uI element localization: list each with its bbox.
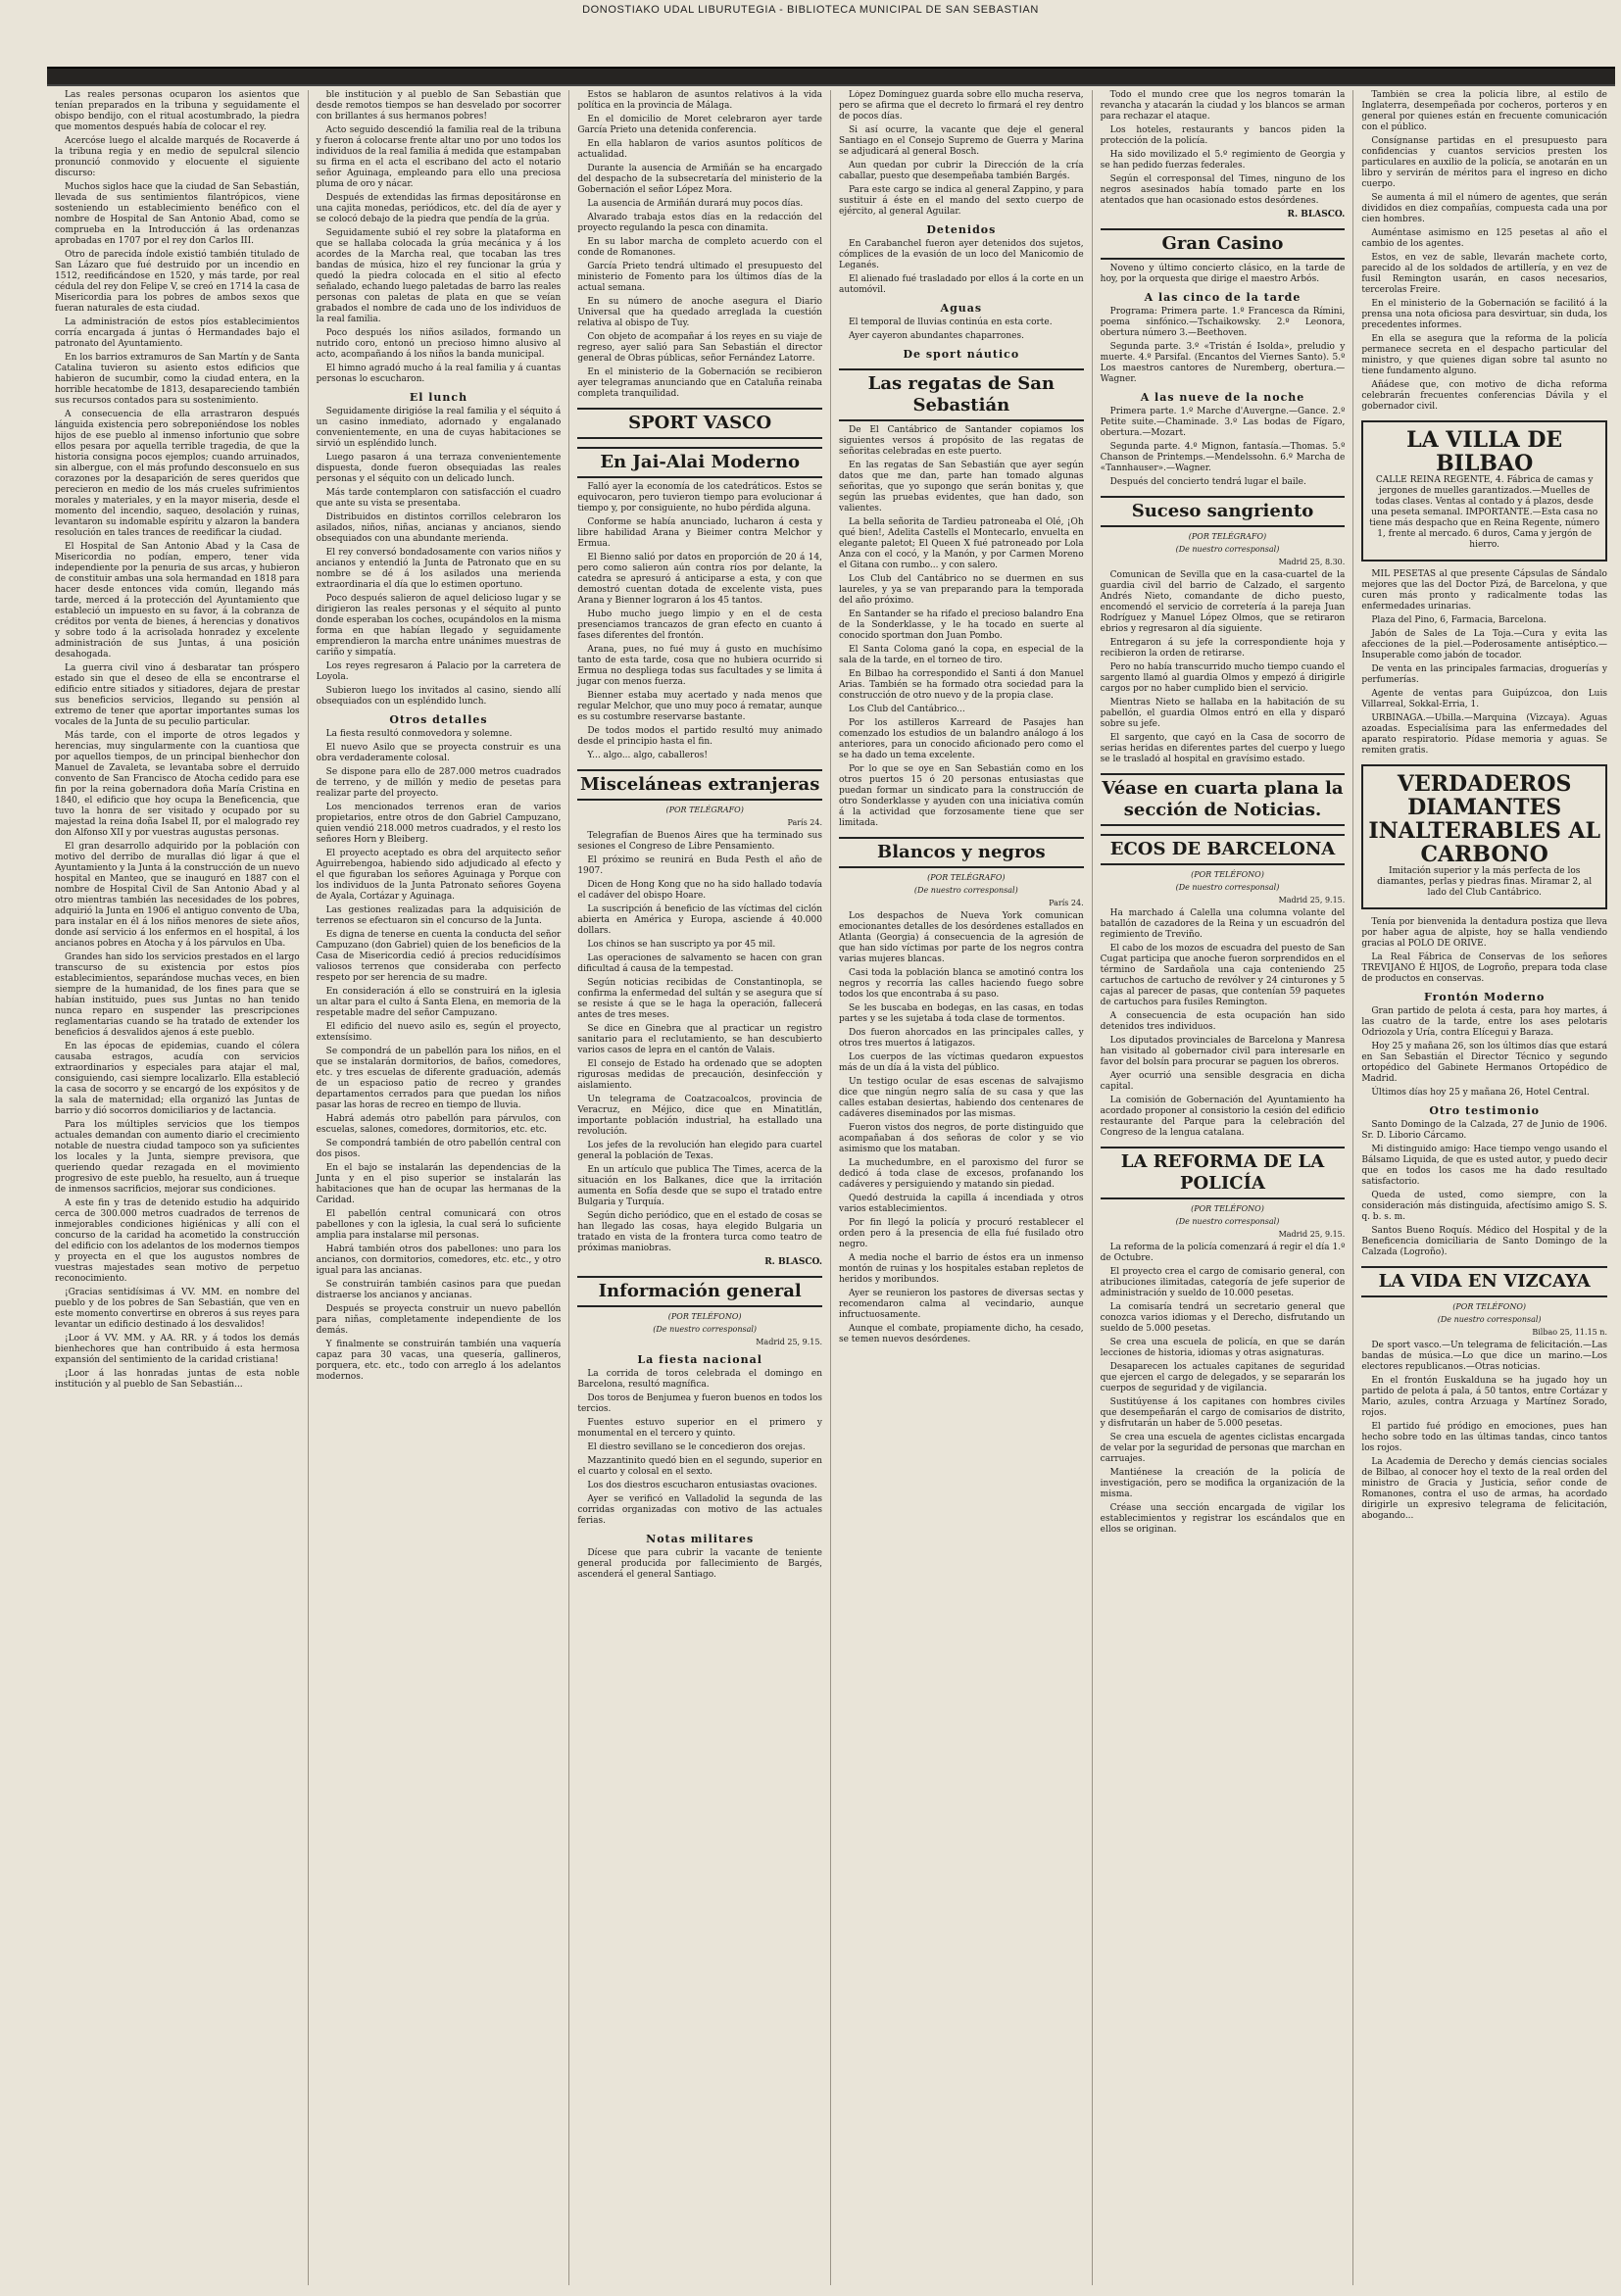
paragraph: Los hoteles, restaurants y bancos piden la protección de la policía.: [1100, 125, 1346, 146]
paragraph: Habrá además otro pabellón para párvulos, con escuelas, salones, comedores, dormitorios, etc. etc.: [316, 1114, 562, 1135]
paragraph: Por lo que se oye en San Sebastián como en los otros puertos 15 ó 20 personas entusiastas que puedan formar un sindicato para la construcción de otro Sonderklasse y ayuden con una iniciativa común á la actividad que forzosamente tiene que ser limitada.: [839, 764, 1084, 828]
paragraph: La muchedumbre, en el paroxismo del furor se dedicó á toda clase de excesos, profanando los cadáveres y persiguiendo y matando sin piedad.: [839, 1158, 1084, 1190]
paragraph: Tenía por bienvenida la dentadura postiza que lleva por haber agua de alpiste, hoy se halla vendiendo gracias al POLO DE ORIVE.: [1361, 917, 1607, 949]
byline: (De nuestro corresponsal): [913, 886, 1018, 895]
paragraph: Santos Bueno Roquís. Médico del Hospital y de la Beneficencia domiciliaria de Santo Domingo de la Calzada (Logroño).: [1361, 1226, 1607, 1257]
byline: (POR TELÉFONO): [1191, 870, 1264, 879]
paragraph: Plaza del Pino, 6, Farmacia, Barcelona.: [1371, 615, 1547, 625]
paragraph: Por los astilleros Karreard de Pasajes han comenzado los estudios de un balandro análogo á los anteriores, para un conocido aficionado pero como el se ha dado un tema excelente.: [839, 718, 1084, 760]
paragraph: Ayer ocurrió una sensible desgracia en dicha capital.: [1100, 1071, 1346, 1092]
paragraph: Los reyes regresaron á Palacio por la carretera de Loyola.: [316, 661, 562, 682]
paragraph: Se compondrá de un pabellón para los niños, en el que se instalarán dormitorios, de baños, comedores, etc. y tres escuelas de diferente graduación, además de un espacioso patio de recreo y grandes departamentos cerrados para que puedan los niños pasar las horas de recreo en tiempo de lluvia.: [316, 1047, 562, 1110]
paragraph: En ella hablaron de varios asuntos políticos de actualidad.: [577, 139, 822, 160]
paragraph: Comunican de Sevilla que en la casa-cuartel de la guardia civil del barrio de Calzado, el sargento Andrés Nieto, comandante de dicho puesto, encomendó el servicio de corretería á la pareja Juan Rodríguez y Manuel López Olmos, que se retiraron ebrios y regresaron al día siguiente.: [1100, 570, 1346, 634]
paragraph: Acto seguido descendió la familia real de la tribuna y fueron á colocarse frente altar uno por uno todos los individuos de la real familia á medida que estampaban su firma en el acta el escribano del acto el notario señor Aguinaga, empleando para ello una preciosa pluma de oro y nácar.: [316, 125, 562, 189]
paragraph: Casi toda la población blanca se amotinó contra los negros y recorría las calles haciendo fuego sobre todos los que encontraba á su paso.: [839, 968, 1084, 1000]
paragraph: El gran desarrollo adquirido por la población con motivo del derribo de murallas dió ligar á que el Ayuntamiento y la Junta á la construcción de un nuevo hospital en Manteo, que se inauguró en 1887 con el nombre de Hospital Civil de San Antonio Abad y al otro mientras también las necesidades de los pobres, adquirió la Junta en 1906 el antiguo convento de Uba, para instalar en él á los niños menores de siete años, donde así servicio á los enfermos en el hospital, á los ancianos pobres en Atocha y á los párvulos en Uba.: [55, 842, 300, 949]
dateline: Bilbao 25, 11.15 n.: [1532, 1328, 1607, 1337]
paragraph: La fiesta resultó conmovedora y solemne.: [325, 729, 513, 739]
paragraph: En Bilbao ha correspondido el Santi á don Manuel Arias. También se ha formado otra sociedad para la construcción de otro nuevo y de la propia clase.: [839, 669, 1084, 701]
byline: (POR TELÉFONO): [1452, 1302, 1527, 1311]
paragraph: Y finalmente se construirán también una vaquería capaz para 30 vacas, una quesería, gallineros, porquera, etc. etc., todo con arreglo á los adelantos modernos.: [316, 1340, 562, 1382]
paragraph: Conforme se había anunciado, lucharon á cesta y libre habilidad Arana y Bieimer contra Melchor y Ermua.: [577, 517, 822, 549]
paragraph: La reforma de la policía comenzará á regir el día 1.º de Octubre.: [1100, 1243, 1346, 1263]
paragraph: De sport vasco.—Un telegrama de felicitación.—Las bandas de música.—Lo que dice un marino.—Los electores republicanos.—Otras noticias.: [1361, 1341, 1607, 1372]
masthead-rule: [47, 67, 1615, 86]
paragraph: También se crea la policía libre, al estilo de Inglaterra, desempeñada por cocheros, porteros y en general por quienes están en frecuente comunicación con el público.: [1361, 90, 1607, 132]
advertisement-text: CALLE REINA REGENTE, 4. Fábrica de camas y jergones de muelles garantizados.—Muelles de todas clases. Ventas al contado y á plazos, desde una peseta semanal. IMPORTANTE.—Esta casa no tiene más despacho que en Reina Regente, número 1, frente al mercado. 6 duros, Cama y jergón de hierro.: [1369, 475, 1599, 550]
subheading: De sport náutico: [903, 348, 1020, 361]
paragraph: Si así ocurre, la vacante que deje el general Santiago en el Consejo Supremo de Guerra y Marina se adjudicará al general Bosch.: [839, 125, 1084, 157]
paragraph: Dos toros de Benjumea y fueron buenos en todos los tercios.: [577, 1393, 822, 1414]
paragraph: Ayer cayeron abundantes chaparrones.: [849, 331, 1024, 341]
paragraph: En su labor marcha de completo acuerdo con el conde de Romanones.: [577, 237, 822, 258]
paragraph: En las regatas de San Sebastián que ayer según datos que me dan, parte han tomado algunas señoritas, que yo supongo que serán bonitas y, que según las pruebas evidentes, que han dado, son valientes.: [839, 461, 1084, 513]
paragraph: A media noche el barrio de éstos era un inmenso montón de ruinas y los hospitales estaban repletos de heridos y moribundos.: [839, 1253, 1084, 1285]
paragraph: López Domínguez guarda sobre ello mucha reserva, pero se afirma que el decreto lo firmará el rey dentro de pocos días.: [839, 90, 1084, 122]
column-2: [309, 90, 570, 2285]
paragraph: A consecuencia de esta ocupación han sido detenidos tres individuos.: [1100, 1011, 1346, 1032]
paragraph: El Hospital de San Antonio Abad y la Casa de Misericordia no podían, empero, tener vida independiente por la penuria de sus arcas, y hubieron de constituir ambas una sola hermandad en 1818 para hacer desde entonces vida común, llegando más tarde, merced á la protección del Ayuntamiento que estableció un impuesto en su favor, á la cobranza de créditos por venta de bienes, á herencias y donativos y sobre todo á la acrisolada honradez y excelente administración de sus Juntas, á una posición desahogada.: [55, 542, 300, 659]
paragraph: El partido fué pródigo en emociones, pues han hecho sobre todo en las últimas tandas, cinco tantos los rojos.: [1361, 1422, 1607, 1453]
paragraph: Aun quedan por cubrir la Dirección de la cría caballar, puesto que desempeñaba también Bargés.: [839, 161, 1084, 181]
paragraph: Ayer se reunieron los pastores de diversas sectas y recomendaron calma al vecindario, aunque infructuosamente.: [839, 1289, 1084, 1320]
byline: (De nuestro corresponsal): [1175, 883, 1280, 892]
paragraph: La administración de estos píos establecimientos corría encargada á juntas ó Hermandades bajo el patronato del Ayuntamiento.: [55, 318, 300, 349]
paragraph: A consecuencia de ella arrastraron después lánguida existencia pero sobreponiéndose los nobles hijos de ese pueblo al inmenso infortunio que sobre ellos pesara por aquella terrible tragedia, de que la historia consigna pocos ejemplos; cuando arruinados, sin albergue, con el más profundo desconsuelo en sus corazones por la desaparición de seres queridos que perecieron en medio de los más crueles sufrimientos morales y materiales, y en la mayor miseria, desde el momento del incendio, saqueo, desolación y ruinas, levantaron su indomable espíritu y alzaron la bandera resolución en tales trances de reedificar la ciudad.: [55, 410, 300, 538]
paragraph: En el bajo se instalarán las dependencias de la Junta y en el piso superior se instalarán las habitaciones que han de ocupar las hermanas de la Caridad.: [316, 1163, 562, 1205]
paragraph: Luego pasaron á una terraza convenientemente dispuesta, donde fueron obsequiadas las reales personas y el séquito con un delicado lunch.: [316, 453, 562, 484]
paragraph: Créase una sección encargada de vigilar los establecimientos y registrar los escándalos que en ellos se originan.: [1100, 1503, 1346, 1535]
paragraph: Santo Domingo de la Calzada, 27 de Junio de 1906. Sr. D. Liborio Cárcamo.: [1361, 1120, 1607, 1141]
paragraph: De venta en las principales farmacias, droguerías y perfumerías.: [1361, 664, 1607, 685]
paragraph: Entregaron á su jefe la correspondiente hoja y recibieron la orden de retirarse.: [1100, 638, 1346, 659]
paragraph: Agente de ventas para Guipúzcoa, don Luis Villarreal, Sokkal-Erria, 1.: [1361, 689, 1607, 709]
subheading: Detenidos: [926, 223, 997, 236]
section-headline: Misceláneas extranjeras: [577, 769, 822, 801]
paragraph: Hubo mucho juego limpio y en el de cesta presenciamos trancazos de gran efecto en cuanto á fases diferentes del frontón.: [577, 610, 822, 641]
paragraph: Seguidamente dirigióse la real familia y el séquito á un casino inmediato, adornado y engalanado convenientemente, en una de cuyas habitaciones se sirvió un espléndido lunch.: [316, 407, 562, 449]
paragraph: La corrida de toros celebrada el domingo en Barcelona, resultó magnífica.: [577, 1369, 822, 1390]
paragraph: Los jefes de la revolución han elegido para cuartel general la población de Texas.: [577, 1141, 822, 1161]
paragraph: Se crea una escuela de policía, en que se darán lecciones de historia, idiomas y otras asignaturas.: [1100, 1338, 1346, 1358]
paragraph: La comisión de Gobernación del Ayuntamiento ha acordado proponer al consistorio la cesión del edificio restaurante del Parque para la celebración del Congreso de la lengua catalana.: [1100, 1096, 1346, 1138]
section-headline: Blancos y negros: [839, 837, 1084, 868]
paragraph: Después de extendidas las firmas depositáronse en una cajita monedas, periódicos, etc. del día de ayer y se colocó debajo de la piedra que pendía de la grúa.: [316, 193, 562, 224]
paragraph: ¡Loor á VV. MM. y AA. RR. y á todos los demás bienhechores que han contribuido á esta hermosa expansión del sentimiento de la caridad cristiana!: [55, 1334, 300, 1365]
paragraph: Programa: Primera parte. 1.º Francesca da Rímini, poema sinfónico.—Tschaikowsky. 2.º Leonora, obertura número 3.—Beethoven.: [1100, 307, 1346, 338]
section-headline: Gran Casino: [1101, 228, 1346, 260]
paragraph: Según dicho periódico, que en el estado de cosas se han llegado las cosas, haya elegido Bulgaria un tratado en vista de la frontera turca como teatro de próximas maniobras.: [577, 1211, 822, 1253]
paragraph: La Academia de Derecho y demás ciencias sociales de Bilbao, al conocer hoy el texto de la real orden del ministro de Gracia y Justicia, señor conde de Romanones, contra el uso de armas, ha acordado dirigirle un expresivo telegrama de felicitación, abogando...: [1361, 1457, 1607, 1521]
paragraph: Mientras Nieto se hallaba en la habitación de su pabellón, el guardia Olmos entró en ella y disparó sobre su jefe.: [1100, 698, 1346, 729]
paragraph: Se dispone para ello de 287.000 metros cuadrados de terreno, y de millón y medio de pesetas para realizar parte del proyecto.: [316, 767, 562, 799]
column-3: [569, 90, 831, 2285]
section-headline: Las regatas de San Sebastián: [839, 368, 1084, 421]
paragraph: Últimos días hoy 25 y mañana 26, Hotel Central.: [1371, 1088, 1590, 1098]
paragraph: Muchos siglos hace que la ciudad de San Sebastián, llevada de sus sentimientos filantrópicos, viene sosteniendo un establecimiento benéfico con el nombre de Hospital de San Antonio Abad, como se comprueba en la Introducción á las ordenanzas aprobadas en 1707 por el rey don Carlos III.: [55, 182, 300, 246]
paragraph: Las operaciones de salvamento se hacen con gran dificultad á causa de la tempestad.: [577, 953, 822, 974]
paragraph: La bella señorita de Tardieu patroneaba el Olé, ¡Oh qué bien!, Adelita Castells el Montecarlo, envuelta en elegante paletot; El Queen X fué patroneado por Lola Anza con el cocó, y la Manón, y por Carmen Moreno el Gitana con rumbo... y con salero.: [839, 517, 1084, 570]
paragraph: Auméntase asimismo en 125 pesetas al año el cambio de los agentes.: [1361, 228, 1607, 249]
paragraph: Se construirán también casinos para que puedan distraerse los ancianos y ancianas.: [316, 1280, 562, 1300]
subheading: A las cinco de la tarde: [1144, 291, 1302, 304]
paragraph: Más tarde contemplaron con satisfacción el cuadro que ante su vista se presentaba.: [316, 488, 562, 509]
paragraph: Mantiénese la creación de la policía de investigación, pero se modifica la organización de la misma.: [1100, 1468, 1346, 1499]
paragraph: Telegrafían de Buenos Aires que ha terminado sus sesiones el Congreso de Libre Pensamiento.: [577, 831, 822, 852]
paragraph: Mi distinguido amigo: Hace tiempo vengo usando el Bálsamo Liquida, de que es usted autor, y puedo decir que en todos los casos me ha dado resultado satisfactorio.: [1361, 1145, 1607, 1187]
paragraph: El alienado fué trasladado por ellos á la corte en un automóvil.: [839, 274, 1084, 295]
paragraph: Sustitúyense á los capitanes con hombres civiles que desempeñarán el cargo de comisarios de distrito, y disfrutarán un haber de 5.000 pesetas.: [1100, 1397, 1346, 1429]
section-headline: LA VIDA EN VIZCAYA: [1361, 1266, 1607, 1297]
paragraph: Añádese que, con motivo de dicha reforma celebrarán frecuentes conferencias Dávila y el gobernador civil.: [1361, 380, 1607, 412]
paragraph: Otro de parecida índole existió también titulado de San Lázaro que fué destruido por un incendio en 1512, reedificándose en 1520, y más tarde, por real cédula del rey don Felipe V, se creó en 1714 la casa de Misericordia para los pobres de ambos sexos que fueran naturales de esta ciudad.: [55, 250, 300, 314]
section-headline: En Jai-Alai Moderno: [577, 447, 822, 478]
paragraph: La suscripción á beneficio de las víctimas del ciclón abierta en América y Europa, asciende á 40.000 dollars.: [577, 904, 822, 936]
signature: R. BLASCO.: [1287, 210, 1346, 220]
dateline: Madrid 25, 9.15.: [1278, 1230, 1346, 1239]
paragraph: Durante la ausencia de Armiñán se ha encargado del despacho de la subsecretaría del ministerio de la Gobernación el señor López Mora.: [577, 164, 822, 195]
paragraph: Los Club del Cantábrico no se duermen en sus laureles, y ya se van preparando para la temporada del año próximo.: [839, 574, 1084, 606]
paragraph: Estos, en vez de sable, llevarán machete corto, parecido al de los soldados de artillería, y en vez de fusil Remington usarán, en casos necesarios, tercerolas Freire.: [1361, 253, 1607, 295]
paragraph: El nuevo Asilo que se proyecta construir es una obra verdaderamente colosal.: [316, 743, 562, 763]
paragraph: Ha marchado á Calella una columna volante del batallón de cazadores de la Reina y un escuadrón del regimiento de Treviño.: [1100, 908, 1346, 940]
paragraph: Aunque el combate, propiamente dicho, ha cesado, se temen nuevos desórdenes.: [839, 1324, 1084, 1344]
paragraph: En consideración á ello se construirá en la iglesia un altar para el culto á Santa Elena, en memoria de la respetable madre del señor Campuzano.: [316, 987, 562, 1018]
advertisement: [1361, 764, 1607, 909]
advertisement-title: LA VILLA DE BILBAO: [1406, 427, 1563, 476]
paragraph: El cabo de los mozos de escuadra del puesto de San Cugat participa que anoche fueron sorprendidos en el término de Sardañola una caja conteniendo 25 cartuchos de cartucho de revólver y 24 cinturones y 5 cajas al parecer de pasas, que contenían 59 paquetes de cartuchos para fusiles Remington.: [1100, 944, 1346, 1007]
paragraph: En el ministerio de la Gobernación se facilitó á la prensa una nota oficiosa para desvirtuar, sin duda, los precedentes informes.: [1361, 299, 1607, 330]
paragraph: A este fin y tras de detenido estudio ha adquirido cerca de 300.000 metros cuadrados de terrenos de inmejorables condiciones higiénicas y allí con el concurso de la caridad ha acometido la construcción del edificio con los adelantos de los modernos tiempos y proyecta en el que los augustos nombres de vuestras majestades sean motivo de perpetuo reconocimiento.: [55, 1198, 300, 1284]
paragraph: En el frontón Euskalduna se ha jugado hoy un partido de pelota á pala, á 50 tantos, entre Cortázar y Mario, azules, contra Arzuaga y Martínez Sorado, rojos.: [1361, 1376, 1607, 1418]
byline: (De nuestro corresponsal): [653, 1325, 758, 1334]
paragraph: URBINAGA.—Ubilla.—Marquina (Vizcaya). Aguas azoadas. Especialísima para las enfermedades del aparato respiratorio. Pídase memoria y aguas. Se remiten gratis.: [1361, 713, 1607, 756]
paragraph: El proyecto crea el cargo de comisario general, con atribuciones ilimitadas, categoría de jefe superior de administración y sueldo de 10.000 pesetas.: [1100, 1267, 1346, 1298]
paragraph: Se crea una escuela de agentes ciclistas encargada de velar por la seguridad de personas que marchan en carruajes.: [1100, 1433, 1346, 1464]
signature: R. BLASCO.: [764, 1257, 822, 1267]
paragraph: Los Club del Cantábrico...: [849, 705, 965, 714]
byline: (POR TELÉGRAFO): [1188, 532, 1267, 541]
paragraph: En las épocas de epidemias, cuando el cólera causaba estragos, acudía con servicios extraordinarios y especiales para atajar el mal, consiguiendo, casi siempre localizarlo. Ella estableció la casa de socorro y se encargó de los expósitos y de la sala de maternidad; ella organizó las Juntas de barrio y dió socorros domiciliarios y de lactancia.: [55, 1042, 300, 1116]
paragraph: Los cuerpos de las víctimas quedaron expuestos más de un día á la vista del público.: [839, 1052, 1084, 1073]
byline: (De nuestro corresponsal): [1175, 545, 1280, 554]
paragraph: Con objeto de acompañar á los reyes en su viaje de regreso, ayer salió para San Sebastián el director general de Obras públicas, señor Fernández Latorre.: [577, 332, 822, 364]
paragraph: MIL PESETAS al que presente Cápsulas de Sándalo mejores que las del Doctor Pizá, de Barcelona, y que curen más pronto y radicalmente todas las enfermedades urinarias.: [1361, 569, 1607, 611]
paragraph: ¡Gracias sentidísimas á VV. MM. en nombre del pueblo y de los pobres de San Sebastián, que ven en este momento convertirse en obreros á sus reyes para levantar un edificio destinado á los desvalidos!: [55, 1288, 300, 1330]
paragraph: Subieron luego los invitados al casino, siendo allí obsequiados con un espléndido lunch.: [316, 686, 562, 707]
paragraph: En un artículo que publica The Times, acerca de la situación en los Balkanes, dice que la irritación aumenta en Sofía desde que se supo el tratado entre Bulgaria y Turquía.: [577, 1165, 822, 1207]
byline: (POR TELÉGRAFO): [927, 873, 1006, 882]
paragraph: Después del concierto tendrá lugar el baile.: [1109, 477, 1306, 487]
subheading: Notas militares: [646, 1533, 755, 1545]
paragraph: Desaparecen los actuales capitanes de seguridad que ejercen el cargo de delegados, y se separarán los cuerpos de seguridad y de vigilancia.: [1100, 1362, 1346, 1393]
paragraph: Ayer se verificó en Valladolid la segunda de las corridas organizadas con motivo de las actuales ferias.: [577, 1494, 822, 1526]
advertisement-title: VERDADEROS DIAMANTES INALTERABLES AL CARBONO: [1368, 771, 1600, 867]
section-headline: Información general: [577, 1276, 822, 1307]
subheading: Frontón Moderno: [1423, 991, 1546, 1003]
paragraph: Los dos diestros escucharon entusiastas ovaciones.: [587, 1481, 817, 1490]
paragraph: El himno agradó mucho á la real familia y á cuantas personas lo escucharon.: [316, 364, 562, 384]
paragraph: Bienner estaba muy acertado y nada menos que regular Melchor, que uno muy poco á rematar, aunque es su costumbre reservarse bastante.: [577, 691, 822, 722]
paragraph: Según noticias recibidas de Constantinopla, se confirma la enfermedad del sultán y se asegura que sí se resiste á que se le haga la operación, fallecerá antes de tres meses.: [577, 978, 822, 1020]
byline: (POR TELÉFONO): [667, 1312, 742, 1321]
paragraph: De todos modos el partido resultó muy animado desde el principio hasta el fin.: [577, 726, 822, 747]
paragraph: En el domicilio de Moret celebraron ayer tarde García Prieto una detenida conferencia.: [577, 115, 822, 135]
paragraph: Todo el mundo cree que los negros tomarán la revancha y atacarán la ciudad y los blancos se arman para rechazar el ataque.: [1100, 90, 1346, 122]
paragraph: Segunda parte. 3.º «Tristán é Isolda», preludio y muerte. 4.º Parsifal. (Encantos del Viernes Santo). 5.º Los maestros cantores de Nuremberg, obertura.—Wagner.: [1100, 342, 1346, 384]
subheading: El lunch: [409, 391, 468, 404]
paragraph: Más tarde, con el importe de otros legados y herencias, muy singularmente con la cuantiosa que por aquellos tiempos, de un principal bienhechor don Manuel de Zavaleta, se levantaba sobre el derruido convento de San Francisco de Atocha cedido para ese fin por la reina gobernadora doña María Cristina en 1840, el edificio que hoy ocupa la Beneficencia, que tuvo la honra de ser visitado y ocupado por su majestad la reina doña Isabel II, por el malogrado rey don Alfonso XII y por vuestras augustas personas.: [55, 731, 300, 838]
paragraph: Fuentes estuvo superior en el primero y monumental en el tercero y quinto.: [577, 1418, 822, 1439]
column-6: [1353, 90, 1615, 2285]
paragraph: ble institución y al pueblo de San Sebastián que desde remotos tiempos se han desvelado por socorrer con brillantes á sus hermanos pobres!: [316, 90, 562, 122]
paragraph: Para este cargo se indica al general Zappino, y para sustituir á éste en el mando del sexto cuerpo de ejército, al general Aguilar.: [839, 185, 1084, 217]
paragraph: En el ministerio de la Gobernación se recibieron ayer telegramas anunciando que en Cataluña reinaba completa tranquilidad.: [577, 367, 822, 399]
paragraph: Hoy 25 y mañana 26, son los últimos días que estará en San Sebastián el Director Técnico y segundo ortopédico del Gabinete Hermanos Ortopédico de Madrid.: [1361, 1042, 1607, 1084]
subheading: Otros detalles: [389, 713, 488, 726]
paragraph: Se aumenta á mil el número de agentes, que serán divididos en diez compañías, compuesta cada una por cien hombres.: [1361, 193, 1607, 224]
paragraph: En Carabanchel fueron ayer detenidos dos sujetos, cómplices de la evasión de un loco del Manicomio de Leganés.: [839, 239, 1084, 270]
subheading: A las nueve de la noche: [1140, 391, 1305, 404]
paragraph: Un testigo ocular de esas escenas de salvajismo dice que ningún negro salía de su casa y que las calles estaban desiertas, habiendo dos centenares de cadáveres diseminados por las mismas.: [839, 1077, 1084, 1119]
paragraph: Se compondrá también de otro pabellón central con dos pisos.: [316, 1139, 562, 1159]
paragraph: Consígnanse partidas en el presupuesto para confidencias y cuantos servicios presten los particulares en auxilio de la policía, se anotarán en un libro y servirán de méritos para el ingreso en dicho cuerpo.: [1361, 136, 1607, 189]
paragraph: Queda de usted, como siempre, con la consideración más distinguida, afectísimo amigo S. S. q. b. s. m.: [1361, 1191, 1607, 1222]
paragraph: El Santa Coloma ganó la copa, en especial de la sala de la tarde, en el torneo de tiro.: [839, 645, 1084, 665]
section-headline: LA REFORMA DE LA POLICÍA: [1101, 1147, 1346, 1199]
paragraph: Se dice en Ginebra que al practicar un registro sanitario para el reclutamiento, se han descubierto varios casos de lepra en el cantón de Valais.: [577, 1024, 822, 1055]
dateline: París 24.: [1049, 899, 1084, 907]
paragraph: Distribuidos en distintos corrillos celebraron los asilados, niños, niñas, ancianas y ancianos, siendo obsequiados con una abundante merienda.: [316, 513, 562, 544]
paragraph: Y... algo... algo, caballeros!: [587, 751, 708, 760]
paragraph: Fueron vistos dos negros, de porte distinguido que acompañaban á dos señoras de color y se vio asimismo que los mataban.: [839, 1123, 1084, 1154]
paragraph: El rey conversó bondadosamente con varios niños y ancianos y entendió la Junta de Patronato que en su nombre se dé á los asilados una merienda extraordinaria el día que lo estimen oportuno.: [316, 548, 562, 590]
paragraph: Un telegrama de Coatzacoalcos, provincia de Veracruz, en Méjico, dice que en Minatitlán, importante población industrial, ha estallado una revolución.: [577, 1095, 822, 1137]
paragraph: Dos fueron ahorcados en las principales calles, y otros tres muertos á latigazos.: [839, 1028, 1084, 1049]
paragraph: En ella se asegura que la reforma de la policía permanece secreta en el despacho particular del ministro, y que quienes digan sobre tal asunto no tiene fundamento alguno.: [1361, 334, 1607, 376]
section-headline: ECOS DE BARCELONA: [1101, 834, 1346, 865]
paragraph: Seguidamente subió el rey sobre la plataforma en que se hallaba colocada la grúa mecánica y á los acordes de la Marcha real, que tocaban las tres bandas de música, hizo el rey funcionar la grúa y quedó la piedra colocada en el sitio al efecto señalado, echando luego paletadas de barro las reales personas con paletas de plata en que se veían grabados el nombre de cada uno de los individuos de la real familia.: [316, 228, 562, 324]
paragraph: El proyecto aceptado es obra del arquitecto señor Aguirrebengoa, habiendo sido adjudicado al efecto y el que figuraban los señores Aguinaga y Porque con los individuos de la Junta Patronato señores Goyena de Ayala, Cortázar y Aguinaga.: [316, 849, 562, 902]
paragraph: Los chinos se han suscripto ya por 45 mil.: [587, 940, 776, 950]
column-1: [47, 90, 309, 2285]
column-4: [831, 90, 1093, 2285]
paragraph: Para los múltiples servicios que los tiempos actuales demandan con aumento diario el crecimiento notable de nuestra ciudad tampoco son ya suficientes los locales y la Junta, siempre previsora, que queriendo quedar rezagada en el movimiento progresivo de este pueblo, ha resuelto, aun á trueque de inmensos sacrificios, mejorar sus condiciones.: [55, 1120, 300, 1195]
section-headline: Véase en cuarta plana la sección de Noticias.: [1101, 773, 1346, 826]
paragraph: La guerra civil vino á desbaratar tan próspero estado sin que el deseo de ella se encontrarse el edificio entre sitiados y sitiadores, dejara de prestar sus beneficios servicios, llegando su pensión al extremo de tener que aportar importantes sumas los vocales de la Junta de su peculio particular.: [55, 663, 300, 727]
paragraph: Dicen de Hong Kong que no ha sido hallado todavía el cadáver del obispo Hoare.: [577, 880, 822, 901]
paragraph: En los barrios extramuros de San Martín y de Santa Catalina tuvieron su asiento estos edificios que habieron de sucumbir, como la ciudad entera, en la horrible hecatombe de 1813, desapareciendo también sus recursos contados para su sostenimiento.: [55, 353, 300, 406]
paragraph: El pabellón central comunicará con otros pabellones y con la iglesia, la cual será lo suficiente amplia para instalarse mil personas.: [316, 1209, 562, 1241]
advertisement: [1361, 420, 1607, 562]
paragraph: El temporal de lluvias continúa en esta corte.: [849, 318, 1053, 327]
paragraph: El Bienno salió por datos en proporción de 20 á 14, pero como salieron aún contra ríos por delante, la catedra se apresuró á anticiparse a esta, y con que demostró cuentan dotada de excelente vista, pues Arana y Bienner lograron á los 45 tantos.: [577, 553, 822, 606]
paragraph: Quedó destruida la capilla á incendiada y otros varios establecimientos.: [839, 1194, 1084, 1214]
paragraph: Poco después salieron de aquel delicioso lugar y se dirigieron las reales personas y el séquito al punto donde esperaban los coches, ocupándolos en la misma forma en que habían llegado y seguidamente emprendieron la marcha entre unánimes muestras de cariño y simpatía.: [316, 594, 562, 658]
paragraph: García Prieto tendrá ultimado el presupuesto del ministerio de Fomento para los últimos días de la actual semana.: [577, 262, 822, 293]
paragraph: La comisaría tendrá un secretario general que conozca varios idiomas y el Derecho, disfrutando un sueldo de 5.000 pesetas.: [1100, 1302, 1346, 1334]
paragraph: Jabón de Sales de La Toja.—Cura y evita las afecciones de la piel.—Poderosamente antiséptico.—Insuperable como jabón de tocador.: [1361, 629, 1607, 660]
paragraph: De El Cantábrico de Santander copiamos los siguientes versos á propósito de las regatas de señoritas celebradas en este puerto.: [839, 425, 1084, 457]
dateline: Madrid 25, 9.15.: [756, 1338, 822, 1346]
paragraph: En Santander se ha rifado el precioso balandro Ena de la Sonderklasse, y le ha tocado en suerte al conocido sportman don Juan Pombo.: [839, 610, 1084, 641]
paragraph: Dícese que para cubrir la vacante de teniente general producida por fallecimiento de Bargés, ascenderá el general Santiago.: [577, 1548, 822, 1580]
paragraph: Noveno y último concierto clásico, en la tarde de hoy, por la orquesta que dirige el maestro Arbós.: [1100, 264, 1346, 284]
advertisement-text: Imitación superior y la más perfecta de los diamantes, perlas y piedras finas. Miramar 2, al lado del Club Cantábrico.: [1377, 866, 1593, 898]
paragraph: El próximo se reunirá en Buda Pesth el año de 1907.: [577, 855, 822, 876]
paragraph: Los despachos de Nueva York comunican emocionantes detalles de los desórdenes estallados en Atlanta (Georgia) á consecuencia de la agresión de que han sido víctimas por parte de los negros contra varias mujeres blancas.: [839, 911, 1084, 964]
paragraph: Las gestiones realizadas para la adquisición de terrenos se efectuaron sin el concurso de la Junta.: [316, 905, 562, 926]
paragraph: Mazzantinito quedó bien en el segundo, superior en el cuarto y colosal en el sexto.: [577, 1456, 822, 1477]
paragraph: Según el corresponsal del Times, ninguno de los negros asesinados había tomado parte en los atentados que han ocasionado estos desórdenes.: [1100, 174, 1346, 206]
paragraph: La ausencia de Armiñán durará muy pocos días.: [587, 199, 804, 209]
byline: (De nuestro corresponsal): [1437, 1315, 1542, 1324]
paragraph: Falló ayer la economía de los catedráticos. Estos se equivocaron, pero tuvieron tiempo para evolucionar á tiempo y, por consiguiente, no hubo pérdida alguna.: [577, 482, 822, 513]
paragraph: Las reales personas ocuparon los asientos que tenían preparados en la tribuna y seguidamente el obispo bendijo, con el ritual acostumbrado, la piedra que momentos después había de colocar el rey.: [55, 90, 300, 132]
paragraph: La Real Fábrica de Conservas de los señores TREVIJANO É HIJOS, de Logroño, prepara toda clase de productos en conservas.: [1361, 953, 1607, 984]
paragraph: Estos se hablaron de asuntos relativos á la vida política en la provincia de Málaga.: [577, 90, 822, 111]
paragraph: En su número de anoche asegura el Diario Universal que ha quedado arreglada la cuestión relativa al obispo de Tuy.: [577, 297, 822, 328]
subheading: La fiesta nacional: [637, 1353, 762, 1366]
paragraph: Después se proyecta construir un nuevo pabellón para niñas, completamente independiente de los demás.: [316, 1304, 562, 1336]
paragraph: El edificio del nuevo asilo es, según el proyecto, extensísimo.: [316, 1022, 562, 1043]
byline: (De nuestro corresponsal): [1175, 1217, 1280, 1226]
paragraph: Acercóse luego el alcalde marqués de Rocaverde á la tribuna regia y en medio de sepulcral silencio pronunció conmovido y elocuente el siguiente discurso:: [55, 136, 300, 178]
paragraph: Arana, pues, no fué muy á gusto en muchísimo tanto de esta tarde, cosa que no hubiera ocurrido si Ermua no despliega todas sus facultades y se limita á jugar con menos fuerza.: [577, 645, 822, 687]
paragraph: Alvarado trabaja estos días en la redacción del proyecto regulando la pesca con dinamita.: [577, 213, 822, 233]
newspaper-columns: [47, 90, 1615, 2285]
paragraph: Pero no había transcurrido mucho tiempo cuando el sargento llamó al guardia Olmos y empezó á dirigirle cargos por no haber cumplido bien el servicio.: [1100, 662, 1346, 694]
paragraph: Se les buscaba en bodegas, en las casas, en todas partes y se les sujetaba á toda clase de tormentos.: [839, 1003, 1084, 1024]
paragraph: Los mencionados terrenos eran de varios propietarios, entre otros de don Gabriel Campuzano, quien vendió 218.000 metros cuadrados, y el resto los señores Horn y Bleiberg.: [316, 803, 562, 845]
paragraph: Gran partido de pelota á cesta, para hoy martes, á las cuatro de la tarde, entre los ases pelotaris Odriozola y Uría, contra Elícegui y Baraza.: [1361, 1006, 1607, 1038]
paragraph: Grandes han sido los servicios prestados en el largo transcurso de su existencia por estos píos establecimientos, separándose muchas veces, en bien siempre de la humanidad, de los fines para que se habían instituido, pues sus Juntas no han tenido nunca reparo en suspender las prescripciones reglamentarias cuando se ha tratado de extender los beneficios á desvalidos ajenos á este pueblo.: [55, 953, 300, 1038]
paragraph: El consejo de Estado ha ordenado que se adopten rigurosas medidas de precaución, desinfección y aislamiento.: [577, 1059, 822, 1091]
dateline: París 24.: [787, 818, 822, 827]
paragraph: ¡Loor á las honradas juntas de esta noble institución y al pueblo de San Sebastián...: [55, 1369, 300, 1390]
paragraph: Habrá también otros dos pabellones: uno para los ancianos, con dormitorios, comedores, etc. etc., y otro igual para las ancianas.: [316, 1245, 562, 1276]
paragraph: Ha sido movilizado el 5.º regimiento de Georgia y se han pedido fuerzas federales.: [1100, 150, 1346, 171]
paragraph: Los diputados provinciales de Barcelona y Manresa han visitado al gobernador civil para interesarle en favor del bolsín para procurar se paguen los obreros.: [1100, 1036, 1346, 1067]
paragraph: Segunda parte. 4.º Mignon, fantasía.—Thomas. 5.º Chanson de Printemps.—Mendelssohn. 6.º Marcha de «Tannhauser».—Wagner.: [1100, 442, 1346, 473]
section-headline: SPORT VASCO: [577, 408, 822, 439]
paragraph: Por fin llegó la policía y procuró restablecer el orden pero á la presencia de ella fué fusilado otro negro.: [839, 1218, 1084, 1249]
page-header: DONOSTIAKO UDAL LIBURUTEGIA - BIBLIOTECA MUNICIPAL DE SAN SEBASTIAN: [582, 4, 1039, 16]
paragraph: El diestro sevillano se le concedieron dos orejas.: [587, 1442, 806, 1452]
paragraph: Poco después los niños asilados, formando un nutrido coro, entonó un precioso himno alusivo al acto, acompañando á los niños la banda municipal.: [316, 328, 562, 360]
subheading: Aguas: [940, 302, 983, 315]
byline: (POR TELÉGRAFO): [665, 806, 744, 814]
dateline: Madrid 25, 9.15.: [1278, 896, 1346, 904]
byline: (POR TELÉFONO): [1191, 1204, 1264, 1213]
dateline: Madrid 25, 8.30.: [1278, 558, 1346, 566]
paragraph: Primera parte. 1.º Marche d'Auvergne.—Gance. 2.º Petite suite.—Chaminade. 3.º Las bodas de Fígaro, obertura.—Mozart.: [1100, 407, 1346, 438]
subheading: Otro testimonio: [1429, 1104, 1540, 1117]
column-5: [1093, 90, 1354, 2285]
section-headline: Suceso sangriento: [1101, 496, 1346, 527]
paragraph: El sargento, que cayó en la Casa de socorro de serias heridas en diferentes partes del cuerpo y luego se le trasladó al hospital en gravísimo estado.: [1100, 733, 1346, 764]
paragraph: Es digna de tenerse en cuenta la conducta del señor Campuzano (don Gabriel) quien de los beneficios de la Casa de Misericordia cedió á precios reducidísimos valiosos terrenos que consideraba con perfecto respeto por ser herencia de su madre.: [316, 930, 562, 983]
